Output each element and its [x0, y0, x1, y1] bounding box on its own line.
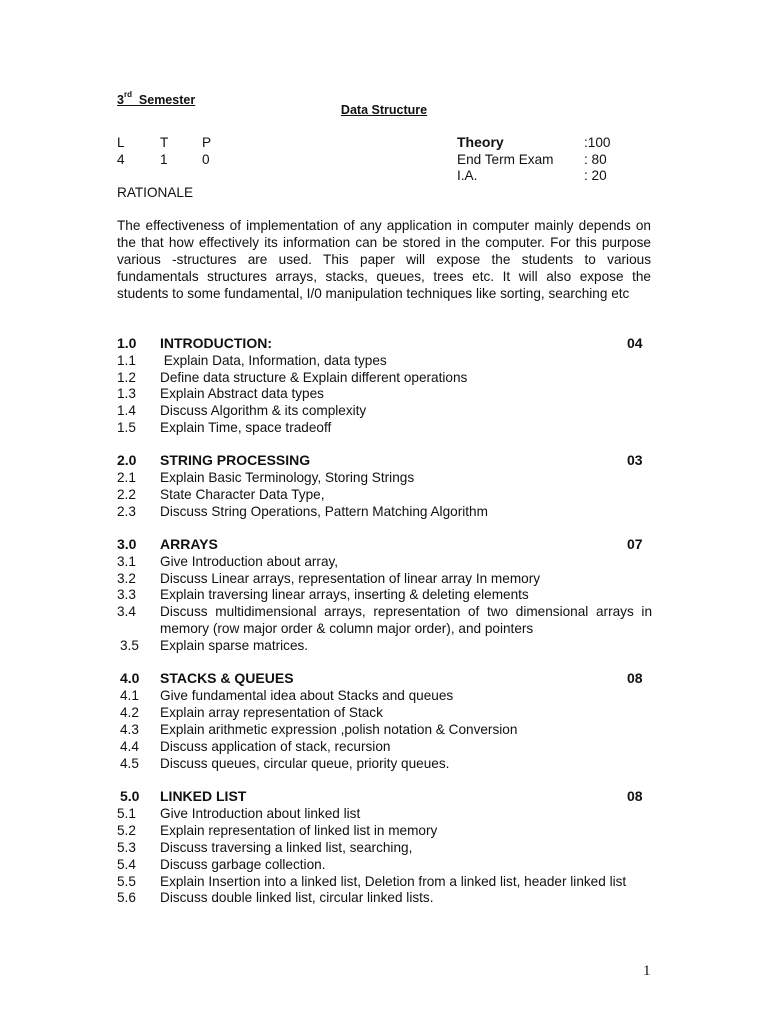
item-text: State Character Data Type,: [160, 487, 325, 502]
item-number: 1.1: [117, 353, 136, 368]
end-term-label: End Term Exam: [457, 152, 554, 167]
item-text: Explain traversing linear arrays, inserting & deleting elements: [160, 587, 529, 602]
item-text: Explain sparse matrices.: [160, 638, 309, 653]
ltp-P-value: 0: [202, 152, 210, 167]
item-text: Give Introduction about array,: [160, 554, 339, 569]
item-number: 1.4: [117, 403, 136, 418]
section-number: 1.0: [117, 335, 137, 351]
item-number: 2.2: [117, 487, 136, 502]
ia-label: I.A.: [457, 168, 478, 183]
item-number: 3.1: [117, 554, 136, 569]
semester-heading: 3rd Semester: [117, 90, 196, 107]
item-text: Discuss String Operations, Pattern Matching Algorithm: [160, 504, 488, 519]
item-number: 4.1: [120, 688, 139, 703]
section-hours: 08: [627, 670, 643, 686]
section-number: 3.0: [117, 536, 137, 552]
item-number: 2.1: [117, 470, 136, 485]
item-number: 5.4: [117, 857, 136, 872]
section-hours: 07: [627, 536, 643, 552]
item-text: Explain representation of linked list in memory: [160, 823, 438, 838]
item-text: Explain arithmetic expression ,polish notation & Conversion: [160, 722, 518, 737]
item-number: 3.4: [117, 604, 136, 619]
item-number: 5.1: [117, 806, 136, 821]
item-number: 5.5: [117, 874, 136, 889]
page-number: 1: [643, 963, 651, 979]
section-number: 4.0: [120, 670, 140, 686]
item-text: Discuss garbage collection.: [160, 857, 326, 872]
item-text: Define data structure & Explain different operations: [160, 370, 468, 385]
item-number: 2.3: [117, 504, 136, 519]
ltp-L: L: [117, 135, 125, 150]
item-text: Give Introduction about linked list: [160, 806, 361, 821]
section-title: INTRODUCTION:: [160, 335, 272, 351]
ltp-L-value: 4: [117, 152, 125, 167]
item-text: Discuss application of stack, recursion: [160, 739, 391, 754]
section-title: STACKS & QUEUES: [160, 670, 294, 686]
item-text: Discuss double linked list, circular linked lists.: [160, 890, 434, 905]
item-text: Discuss traversing a linked list, searching,: [160, 840, 413, 855]
theory-value: :100: [584, 135, 611, 150]
item-number: 1.5: [117, 420, 136, 435]
item-number: 1.3: [117, 386, 136, 401]
ltp-T-value: 1: [160, 152, 168, 167]
section-number: 2.0: [117, 452, 137, 468]
section-title: STRING PROCESSING: [160, 452, 311, 468]
item-text: Explain Time, space tradeoff: [160, 420, 332, 435]
item-number: 5.3: [117, 840, 136, 855]
rationale-text: The effectiveness of implementation of any application in computer mainly depends on the that how effectively its information can be stored in the computer. For this purpose various -structures are used. This paper will expose the students to various fundamentals structures arrays, stacks, queues, trees etc. It will also expose the students to some fundamental, I/0 manipulation techniques like sorting, searching etc: [117, 218, 651, 301]
item-number: 4.3: [120, 722, 139, 737]
item-text: Explain Basic Terminology, Storing Strings: [160, 470, 415, 485]
end-term-value: : 80: [584, 152, 607, 167]
item-number: 5.6: [117, 890, 136, 905]
item-text: Discuss queues, circular queue, priority queues.: [160, 756, 450, 771]
theory-label: Theory: [457, 134, 504, 150]
item-text: Discuss Linear arrays, representation of linear array In memory: [160, 571, 541, 586]
item-text: Explain array representation of Stack: [160, 705, 383, 720]
item-number: 4.2: [120, 705, 139, 720]
subject-title: Data Structure: [340, 103, 428, 117]
item-number: 3.5: [120, 638, 139, 653]
item-number: 3.3: [117, 587, 136, 602]
ia-value: : 20: [584, 168, 607, 183]
item-text: Give fundamental idea about Stacks and queues: [160, 688, 454, 703]
ltp-P: P: [202, 135, 212, 150]
item-text: Explain Abstract data types: [160, 386, 324, 401]
item-text: Discuss Algorithm & its complexity: [160, 403, 367, 418]
item-number: 4.4: [120, 739, 139, 754]
item-number: 5.2: [117, 823, 136, 838]
item-text: Discuss multidimensional arrays, representation of two dimensional arrays in memory (row major order & column major order), and pointers: [160, 604, 652, 636]
section-hours: 03: [627, 452, 643, 468]
item-number: 3.2: [117, 571, 136, 586]
item-text: Explain Data, Information, data types: [160, 353, 387, 368]
ltp-T: T: [160, 135, 169, 150]
section-title: ARRAYS: [160, 536, 218, 552]
section-hours: 08: [627, 788, 643, 804]
section-title: LINKED LIST: [160, 788, 247, 804]
rationale-heading: RATIONALE: [117, 185, 194, 200]
section-number: 5.0: [120, 788, 140, 804]
section-hours: 04: [627, 335, 643, 351]
item-number: 1.2: [117, 370, 136, 385]
item-text: Explain Insertion into a linked list, Deletion from a linked list, header linked list: [160, 874, 627, 889]
item-number: 4.5: [120, 756, 139, 771]
